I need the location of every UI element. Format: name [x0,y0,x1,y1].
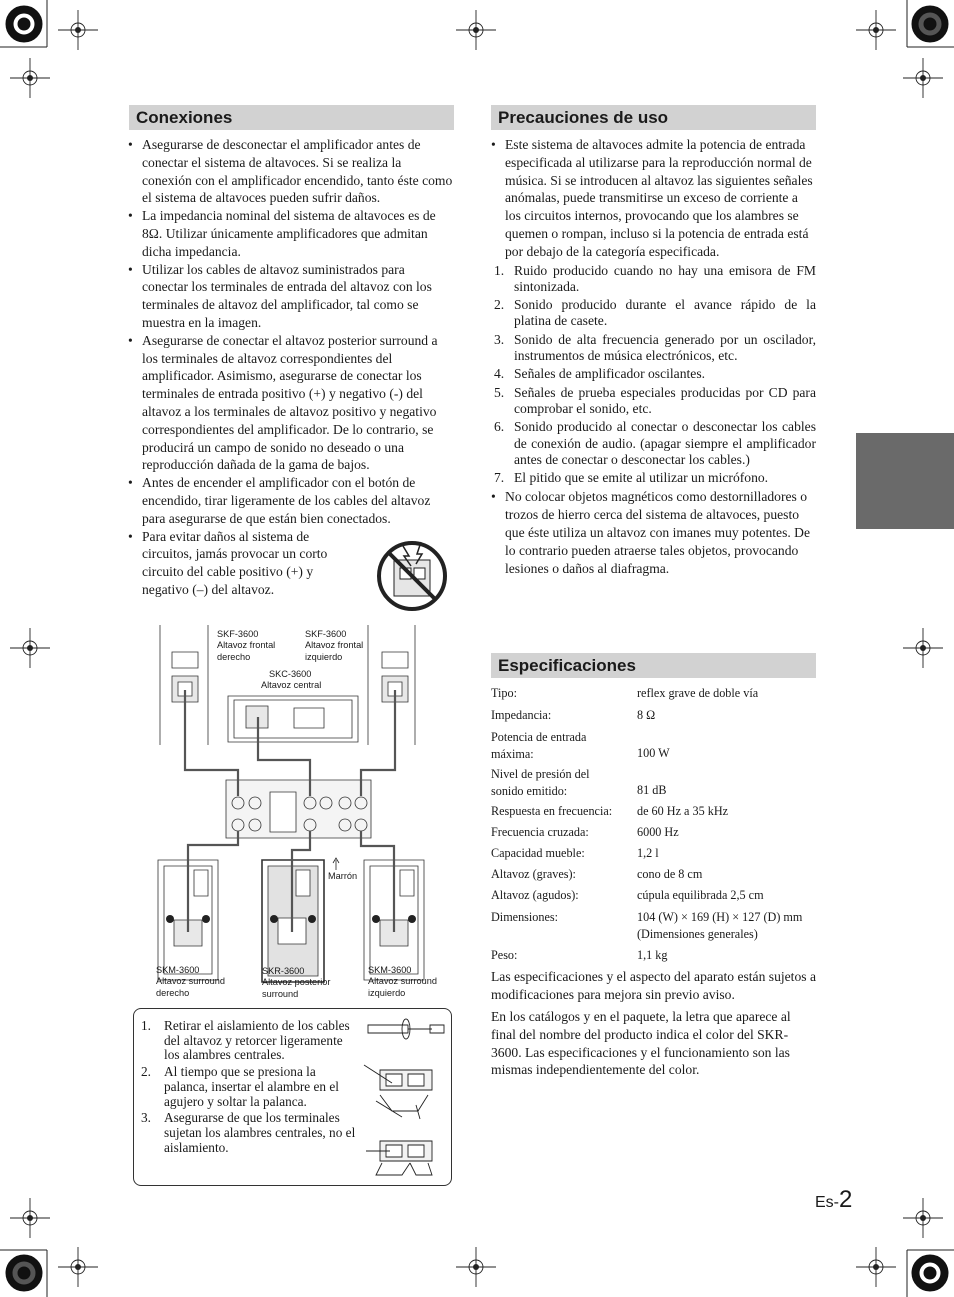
section-heading-especificaciones: Especificaciones [491,653,816,678]
spec-row: Nivel de presión del sonido emitido: 81 dB [491,767,667,798]
spec-row: Capacidad mueble: 1,2 l [491,846,659,860]
spec-row: Tipo: reflex grave de doble vía [491,686,759,700]
list-item: 1. Retirar el aislamiento de los cables del altavoz y retorcer ligeramente los alambres centrales. [141,1018,350,1063]
list-item: • No colocar objetos magnéticos como destornilladores o trozos de hierro cerca del sistema de altavoces, puesto que éste utiliza un altavoz con imanes muy potentes. De lo contrario pueden atraerse tales objetos, provocando lesiones o daños al diafragma. [491,488,816,577]
spec-note-2: En los catálogos y en el paquete, la letra que aparece al final del nombre del producto indica el color del SKR-3600. Las especificaciones y el funcionamiento son las mismas independientemente del color. [491,1009,791,1078]
section-heading-precauciones: Precauciones de uso [491,105,816,130]
list-item: • Antes de encender el amplificador con el botón de encendido, tirar ligeramente de los cables del altavoz para asegurarse de que están bien conectados. [128,474,453,527]
numbered-item: 1. Ruido producido cuando no hay una emisora de FM sintonizada. [494,262,816,294]
list-item: 2. Al tiempo que se presiona la palanca, insertar el alambre en el agujero y soltar la palanca. [141,1064,339,1109]
wire-steps-illustration [362,1015,450,1181]
list-item: • Asegurarse de desconectar el amplificador antes de conectar el sistema de altavoces. Si se realiza la conexión con el amplificador encendido, tanto éste como el sistema de altavoces pueden sufrir daños. [128,136,453,207]
list-item: • La impedancia nominal del sistema de altavoces es de 8Ω. Utilizar únicamente amplificadores que admitan dicha impedancia. [128,207,453,260]
spec-row: Impedancia: 8 Ω [491,708,656,722]
numbered-item: 7. El pitido que se emite al utilizar un micrófono. [494,470,769,486]
section-heading-conexiones: Conexiones [129,105,454,130]
wiring-instructions-box [133,1008,452,1186]
spec-note-1: Las especificaciones y el aspecto del aparato están sujetos a modificaciones para mejora sin previo aviso. [491,969,816,1002]
precauciones-body [491,136,816,577]
short-bullet-line: negativo (–) del altavoz. [142,581,275,597]
numbered-item: 3. Sonido de alta frecuencia generado por un oscilador, instrumentos de música electrónicos, etc. [494,331,816,364]
label-skr: SKR-3600 Altavoz posterior surround [262,966,331,999]
list-item: • Este sistema de altavoces admite la potencia de entrada especificada al utilizarse para la reproducción normal de música. Si se introducen al altavoz las siguientes señales anómalas, puede transmitirse un exceso de corriente a los circuitos internos, provocando que los alambres se quemen o rompan, incluso si la potencia de entrada está por debajo de la categoría especificada. 1. Ruido producido cuando no hay una emisora de FM sintonizada. 2. Sonido producido durante el avance rápido de la platina de casete. 3. Sonido de alta frecuencia generado por un oscilador, instrumentos de música electrónicos, etc. 4. Señales de amplificador oscilantes. 5. Señales de prueba especiales producidas por CD para comprobar el sonido, etc. 6. Sonido producido al conectar o desconectar los cables de conexión de audio. (apagar siempre el amplificador antes de conectar o desconectar los cables.) 7. El pitido que se emite al utilizar un micrófono. [491,136,816,486]
conexiones-body [128,136,453,599]
label-skm-left: SKM-3600 Altavoz surround izquierdo [368,965,437,998]
label-skf-right: SKF-3600 Altavoz frontal derecho [217,629,276,662]
label-skf-left: SKF-3600 Altavoz frontal izquierdo [305,629,364,662]
numbered-item: 2. Sonido producido durante el avance rápido de la platina de casete. [494,297,816,329]
numbered-item: 6. Sonido producido al conectar o desconectar los cables de conexión de audio. (apagar siempre el amplificador antes de conectar o desconectar los cables.) [494,419,816,467]
spec-row: Altavoz (graves): cono de 8 cm [491,867,703,881]
short-bullet-line: • Para evitar daños al sistema de [142,528,310,544]
label-skc: SKC-3600 Altavoz central [261,669,322,691]
short-bullet-line: circuito del cable positivo (+) y [142,564,314,580]
numbered-item: 4. Señales de amplificador oscilantes. [494,366,706,382]
spec-row: Potencia de entrada máxima: 100 W [491,730,670,761]
label-marron: Marrón [328,871,358,881]
list-item: • Utilizar los cables de altavoz suministrados para conectar los terminales de entrada del altavoz con los terminales de altavoz del amplificador, tal como se muestra en la imagen. [128,261,453,332]
spec-row: Peso: 1,1 kg [491,948,668,962]
label-skm-right: SKM-3600 Altavoz surround derecho [156,965,225,998]
spec-row: Altavoz (agudos): cúpula equilibrada 2,5 cm [491,888,764,902]
list-item: • Asegurarse de conectar el altavoz posterior surround a los terminales de altavoz correspondientes del amplificador. Asimismo, asegurarse de conectar los terminales de entrada positivo (+) y negativo (-) del altavoz a los terminales de altavoz positivo y negativo correspondientes del amplificador. De lo contrario, se producirá un campo de sonido no deseado o una reproducción dañada de la gama de bajos. [128,332,453,474]
short-bullet-line: circuitos, jamás provocar un corto [142,546,328,562]
short-circuit-warning-icon [373,534,451,612]
spec-row: Dimensiones: 104 (W) × 169 (H) × 127 (D) mm (Dimensiones generales) [491,910,803,941]
section-tab [856,433,954,529]
numbered-item: 5. Señales de prueba especiales producidas por CD para comprobar el sonido, etc. [494,384,816,416]
list-item: 3. Asegurarse de que los terminales sujetan los alambres centrales, no el aislamiento. [141,1110,356,1155]
spec-row: Respuesta en frecuencia: de 60 Hz a 35 kHz [491,804,729,818]
spec-row: Frecuencia cruzada: 6000 Hz [491,825,679,839]
page-number: Es-2 [815,1186,853,1213]
